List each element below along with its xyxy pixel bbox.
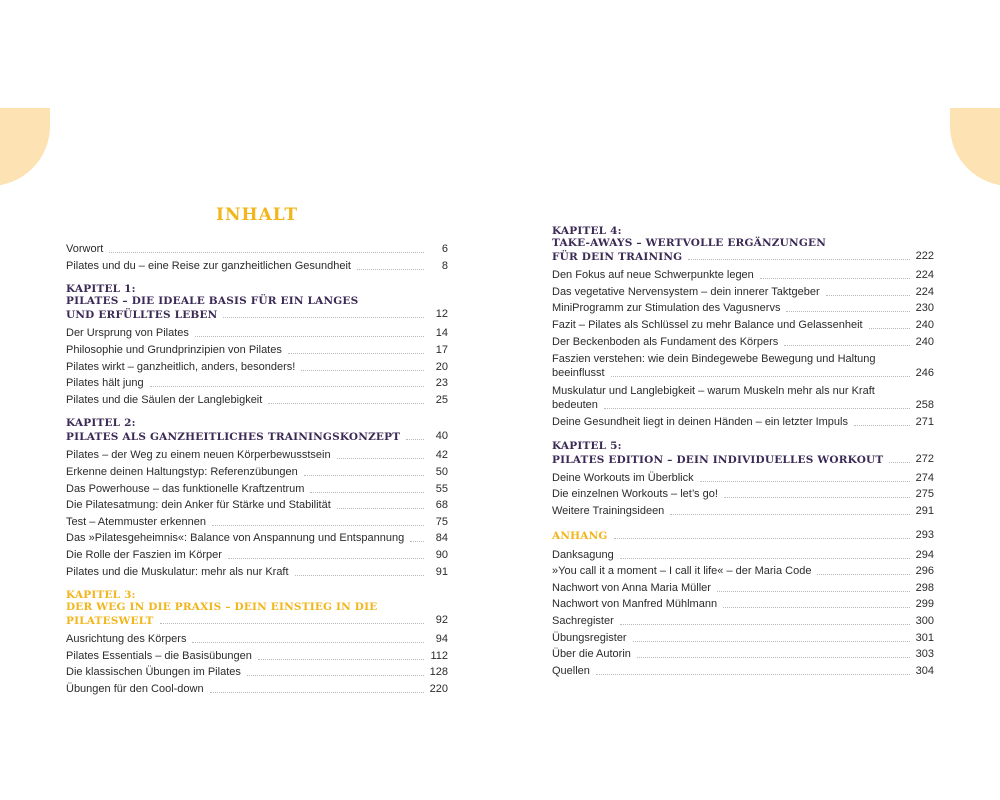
toc-chapters-left — [66, 283, 448, 697]
dot-leader — [228, 558, 424, 559]
toc-entry[interactable] — [552, 350, 934, 382]
chapter-title-line: FÜR DEIN TRAINING — [552, 251, 683, 263]
dot-leader — [620, 624, 910, 625]
toc-entry[interactable] — [552, 284, 934, 301]
page-number: 55 — [435, 482, 448, 495]
dot-leader — [310, 492, 424, 493]
toc-entry-label: Die Pilatesatmung: dein Anker für Stärke und Stabilität — [66, 499, 331, 512]
dot-leader — [633, 641, 910, 642]
toc-entry-label: MiniProgramm zur Stimulation des Vagusnervs — [552, 302, 781, 315]
toc-entry[interactable] — [552, 596, 934, 613]
toc-intro-list — [66, 241, 448, 274]
toc-right-column — [552, 216, 934, 679]
dot-leader — [288, 353, 424, 354]
toc-entry[interactable] — [552, 414, 934, 431]
toc-entry-label: Weitere Trainingsideen — [552, 505, 665, 518]
page-number: 299 — [915, 598, 934, 611]
page-number: 68 — [435, 499, 448, 512]
toc-entry[interactable] — [66, 392, 448, 409]
dot-leader — [784, 345, 909, 346]
toc-entry-label: Den Fokus auf neue Schwerpunkte legen — [552, 269, 754, 282]
dot-leader — [337, 508, 424, 509]
toc-entry[interactable] — [66, 648, 448, 665]
toc-entry-label: »You call it a moment – I call it life« – der Maria Code — [552, 565, 812, 578]
dot-leader — [826, 295, 910, 296]
toc-entry-label: Die klassischen Übungen im Pilates — [66, 666, 241, 679]
toc-entry-label: Pilates wirkt – ganzheitlich, anders, besonders! — [66, 360, 296, 373]
toc-entry[interactable] — [552, 629, 934, 646]
toc-entry-label-line: bedeuten — [552, 398, 598, 411]
chapter-heading[interactable] — [552, 440, 934, 466]
dot-leader — [210, 692, 424, 693]
dot-leader — [700, 481, 910, 482]
dot-leader — [817, 574, 909, 575]
page-number: 92 — [435, 613, 448, 626]
toc-entry[interactable] — [66, 681, 448, 698]
toc-entry[interactable] — [552, 580, 934, 597]
toc-entry-label: Nachwort von Manfred Mühlmann — [552, 598, 718, 611]
toc-entry[interactable] — [66, 464, 448, 481]
page-number: 94 — [435, 633, 448, 646]
toc-entry[interactable] — [66, 241, 448, 258]
dot-leader — [258, 659, 424, 660]
dot-leader — [670, 514, 909, 515]
dot-leader — [195, 336, 424, 337]
dot-leader — [688, 259, 909, 260]
chapter-number: KAPITEL 1: — [66, 283, 136, 296]
toc-entry-label: Der Ursprung von Pilates — [66, 327, 189, 340]
page-number: 84 — [435, 532, 448, 545]
page-number: 50 — [435, 466, 448, 479]
chapter-number: KAPITEL 4: — [552, 225, 622, 237]
toc-entry[interactable] — [552, 563, 934, 580]
toc-entry-label: Über die Autorin — [552, 648, 631, 661]
toc-entry[interactable] — [66, 514, 448, 531]
chapter-title-line: ANHANG — [552, 530, 608, 543]
chapter-heading[interactable] — [66, 417, 448, 443]
page-number: 128 — [429, 666, 448, 679]
page-number: 224 — [915, 269, 934, 282]
toc-entry[interactable] — [66, 358, 448, 375]
page-number: 296 — [915, 565, 934, 578]
toc-entry-label: Das »Pilatesgeheimnis«: Balance von Anspannung und Entspannung — [66, 532, 405, 545]
dot-leader — [150, 386, 424, 387]
chapter-title-line: UND ERFÜLLTES LEBEN — [66, 309, 218, 322]
chapter-heading[interactable] — [66, 283, 448, 321]
toc-entry[interactable] — [66, 325, 448, 342]
toc-title: INHALT — [216, 205, 298, 225]
dot-leader — [637, 657, 910, 658]
dot-leader — [247, 675, 424, 676]
dot-leader — [611, 376, 910, 377]
page-number: 14 — [435, 327, 448, 340]
toc-entry-label: Der Beckenboden als Fundament des Körpers — [552, 335, 779, 348]
toc-entry[interactable] — [552, 663, 934, 680]
chapter-number: KAPITEL 2: — [66, 417, 136, 430]
page-number: 300 — [915, 615, 934, 628]
toc-entry-label: Pilates hält jung — [66, 377, 144, 390]
toc-entry-label: Pilates Essentials – die Basisübungen — [66, 649, 252, 662]
toc-entry[interactable] — [552, 317, 934, 334]
chapter-number: KAPITEL 5: — [552, 439, 622, 452]
toc-entry-label: Nachwort von Anna Maria Müller — [552, 581, 711, 594]
dot-leader — [304, 475, 424, 476]
dot-leader — [295, 575, 424, 576]
dot-leader — [723, 607, 910, 608]
toc-entry-label: Danksagung — [552, 548, 614, 561]
toc-entry-label: Die einzelnen Workouts – let’s go! — [552, 488, 718, 501]
page-number: 91 — [435, 565, 448, 578]
dot-leader — [410, 541, 424, 542]
page-number: 274 — [915, 471, 934, 484]
page-number: 224 — [915, 285, 934, 298]
chapter-title-line: PILATES EDITION – DEIN INDIVIDUELLES WORKOUT — [552, 453, 884, 466]
page-number: 240 — [915, 335, 934, 348]
toc-entry-label: Pilates und du – eine Reise zur ganzheitlichen Gesundheit — [66, 259, 351, 272]
toc-entry-label: Test – Atemmuster erkennen — [66, 515, 207, 528]
page-number: 230 — [915, 302, 934, 315]
dot-leader — [192, 642, 424, 643]
chapter-title-line: DER WEG IN DIE PRAXIS – DEIN EINSTIEG IN DIE — [66, 600, 378, 613]
toc-entry[interactable] — [66, 447, 448, 464]
toc-entry-label: Das Powerhouse – das funktionelle Kraftzentrum — [66, 482, 305, 495]
chapter-heading[interactable] — [552, 528, 934, 542]
toc-entry-label: Philosophie und Grundprinzipien von Pilates — [66, 344, 282, 357]
toc-entry[interactable] — [66, 563, 448, 580]
toc-entry-label: Quellen — [552, 664, 590, 677]
dot-leader — [268, 403, 424, 404]
page-number: 23 — [435, 377, 448, 390]
chapter-heading[interactable] — [66, 589, 448, 627]
page-number: 20 — [435, 360, 448, 373]
toc-entry[interactable] — [66, 375, 448, 392]
dot-leader — [160, 623, 425, 624]
toc-entry[interactable] — [66, 631, 448, 648]
toc-entry[interactable] — [552, 382, 934, 414]
page-number: 12 — [435, 308, 448, 321]
chapter-number: KAPITEL 3: — [66, 588, 136, 601]
dot-leader — [717, 591, 910, 592]
page-number: 75 — [435, 515, 448, 528]
toc-entry-label: Deine Workouts im Überblick — [552, 471, 694, 484]
page-number: 291 — [915, 505, 934, 518]
dot-leader — [212, 525, 424, 526]
page-number: 6 — [441, 243, 448, 256]
toc-entry-label-line: beeinflusst — [552, 366, 605, 379]
toc-entry-label: Fazit – Pilates als Schlüssel zu mehr Balance und Gelassenheit — [552, 319, 863, 332]
dot-leader — [869, 328, 910, 329]
page-number: 220 — [429, 682, 448, 695]
page-number: 25 — [435, 393, 448, 406]
toc-entry[interactable] — [66, 664, 448, 681]
dot-leader — [614, 538, 910, 539]
dot-leader — [604, 408, 910, 409]
toc-entry[interactable] — [552, 470, 934, 487]
page-number: 240 — [915, 319, 934, 332]
toc-entry-label: Übungen für den Cool-down — [66, 682, 204, 695]
toc-entry[interactable] — [66, 530, 448, 547]
toc-entry[interactable] — [66, 258, 448, 275]
dot-leader — [109, 252, 424, 253]
toc-entry[interactable] — [552, 300, 934, 317]
toc-chapters-right — [552, 225, 934, 679]
page-number: 293 — [915, 529, 934, 542]
toc-entry-label: Pilates und die Säulen der Langlebigkeit — [66, 393, 263, 406]
dot-leader — [301, 370, 424, 371]
page-number: 42 — [435, 449, 448, 462]
page-number: 304 — [915, 664, 934, 677]
toc-entry[interactable] — [66, 547, 448, 564]
toc-entry-label: Erkenne deinen Haltungstyp: Referenzübungen — [66, 466, 298, 479]
decorative-circle-left — [0, 108, 50, 186]
page-number: 222 — [915, 250, 934, 262]
toc-entry-label: Übungsregister — [552, 631, 627, 644]
dot-leader — [357, 269, 424, 270]
page-number: 298 — [915, 581, 934, 594]
toc-entry-label: Vorwort — [66, 243, 104, 256]
chapter-title-line: PILATES – DIE IDEALE BASIS FÜR EIN LANGES — [66, 295, 359, 308]
toc-entry[interactable] — [552, 503, 934, 520]
page-number: 294 — [915, 548, 934, 561]
toc-entry[interactable] — [552, 333, 934, 350]
toc-entry[interactable] — [552, 267, 934, 284]
dot-leader — [724, 497, 910, 498]
page-number: 275 — [915, 488, 934, 501]
toc-entry-label: Deine Gesundheit liegt in deinen Händen – ein letzter Impuls — [552, 416, 848, 429]
toc-entry[interactable] — [552, 613, 934, 630]
toc-left-column — [66, 205, 448, 697]
dot-leader — [760, 278, 910, 279]
page-number: 8 — [441, 259, 448, 272]
page-number: 258 — [915, 398, 934, 411]
page-number: 112 — [430, 649, 448, 662]
toc-entry[interactable] — [66, 497, 448, 514]
dot-leader — [223, 317, 424, 318]
chapter-title-line: PILATES ALS GANZHEITLICHES TRAININGSKONZEPT — [66, 431, 401, 444]
toc-entry[interactable] — [66, 480, 448, 497]
toc-entry[interactable] — [552, 646, 934, 663]
toc-entry-label-line: Faszien verstehen: wie dein Bindegewebe Bewegung und Haltung — [552, 352, 876, 365]
page-number: 40 — [435, 430, 448, 443]
chapter-title-line: PILATESWELT — [66, 614, 154, 627]
toc-entry-label: Sachregister — [552, 615, 614, 628]
page-number: 17 — [435, 344, 448, 357]
toc-entry-label: Die Rolle der Faszien im Körper — [66, 549, 222, 562]
toc-entry[interactable] — [66, 342, 448, 359]
dot-leader — [786, 311, 909, 312]
toc-entry[interactable] — [552, 486, 934, 503]
dot-leader — [889, 462, 909, 463]
dot-leader — [854, 425, 910, 426]
dot-leader — [596, 674, 910, 675]
page-number: 301 — [915, 631, 934, 644]
dot-leader — [620, 558, 910, 559]
dot-leader — [406, 439, 424, 440]
page-number: 303 — [915, 648, 934, 661]
toc-entry-label: Pilates und die Muskulatur: mehr als nur Kraft — [66, 565, 289, 578]
page-number: 271 — [915, 416, 934, 429]
page-number: 272 — [915, 452, 934, 465]
dot-leader — [337, 458, 424, 459]
page-number: 246 — [915, 366, 934, 379]
toc-entry-label-line: Muskulatur und Langlebigkeit – warum Muskeln mehr als nur Kraft — [552, 384, 875, 397]
chapter-title-line: TAKE-AWAYS – WERTVOLLE ERGÄNZUNGEN — [552, 237, 826, 249]
decorative-circle-right — [950, 108, 1000, 186]
toc-entry-label: Das vegetative Nervensystem – dein innerer Taktgeber — [552, 285, 820, 298]
toc-entry[interactable] — [552, 546, 934, 563]
toc-entry-label: Pilates – der Weg zu einem neuen Körperbewusstsein — [66, 449, 331, 462]
toc-entry-label: Ausrichtung des Körpers — [66, 633, 187, 646]
chapter-heading[interactable] — [552, 225, 934, 263]
page-number: 90 — [435, 549, 448, 562]
